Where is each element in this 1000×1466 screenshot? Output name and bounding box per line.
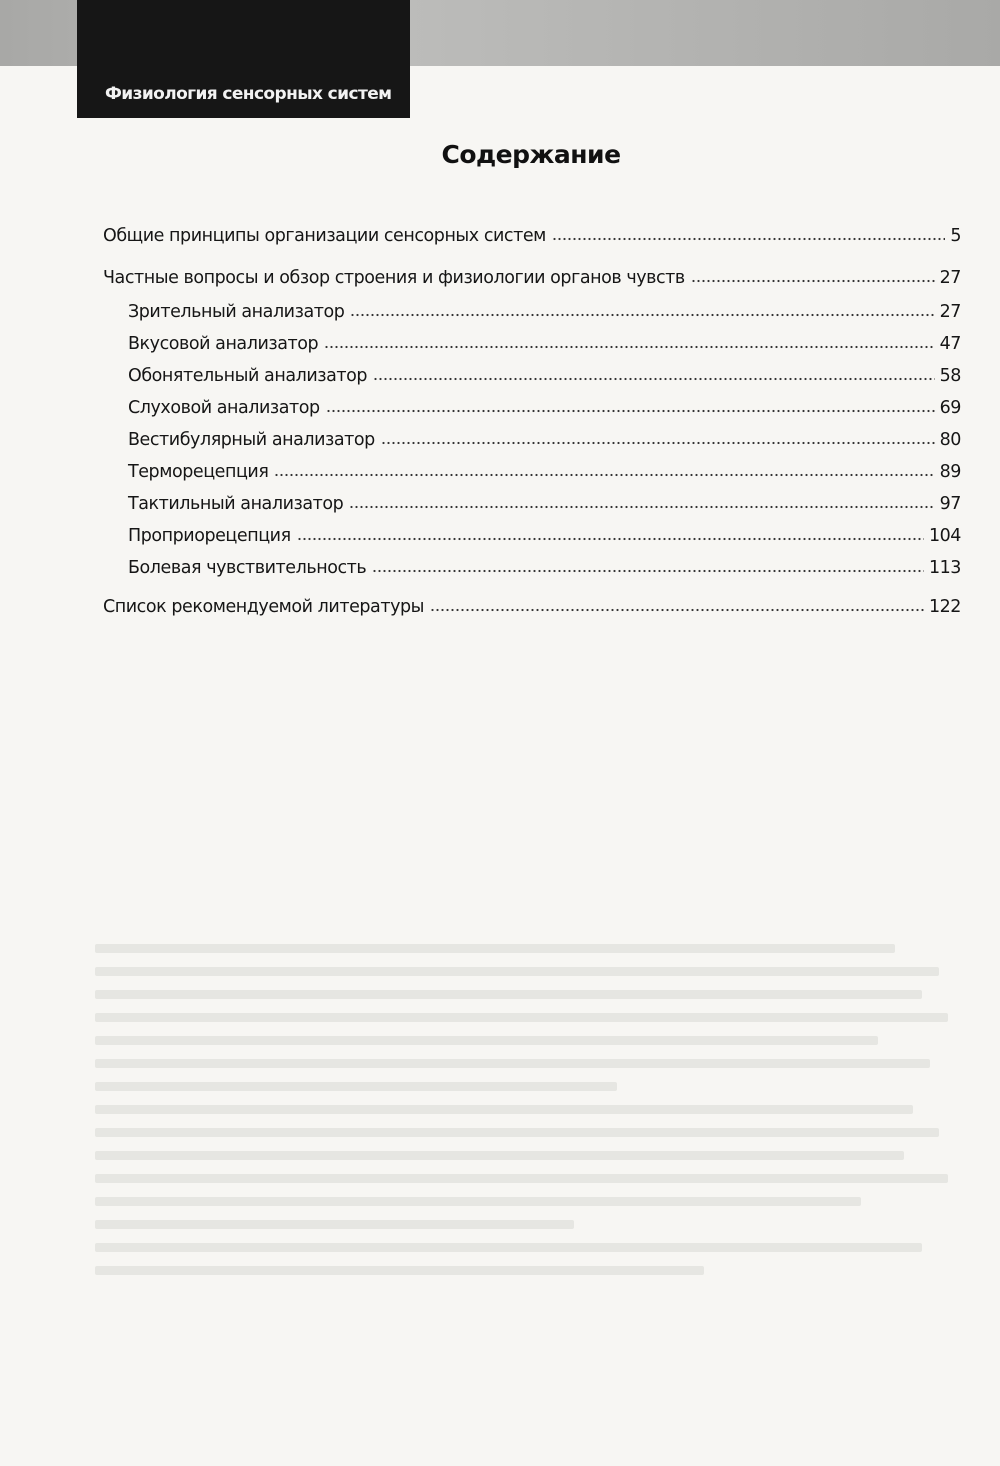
toc-dot-leader <box>349 505 934 509</box>
toc-dot-leader <box>324 345 934 349</box>
toc-dot-leader <box>274 473 934 477</box>
toc-entry <box>128 334 961 354</box>
bleed-through-text <box>95 930 965 1400</box>
toc-entry <box>128 430 961 450</box>
toc-entry <box>128 558 961 578</box>
toc-entry-page-number: 97 <box>939 494 961 514</box>
toc-entry-page-number: 47 <box>939 334 961 354</box>
toc-entry-page-number: 113 <box>928 558 961 578</box>
toc-entry-title: Тактильный анализатор <box>128 494 344 514</box>
toc-dot-leader <box>552 237 945 241</box>
toc-entry-page-number: 58 <box>939 366 961 386</box>
toc-entry-title: Терморецепция <box>128 462 269 482</box>
toc-entry <box>103 226 961 246</box>
toc-entry-title: Вкусовой анализатор <box>128 334 319 354</box>
toc-entry-page-number: 104 <box>928 526 961 546</box>
toc-entry-title: Список рекомендуемой литературы <box>103 597 425 617</box>
toc-entry <box>103 268 961 288</box>
toc-dot-leader <box>373 377 935 381</box>
toc-entry-page-number: 89 <box>939 462 961 482</box>
toc-dot-leader <box>350 313 934 317</box>
toc-entry <box>128 526 961 546</box>
toc-entry-title: Частные вопросы и обзор строения и физиологии органов чувств <box>103 268 685 288</box>
toc-entry <box>128 398 961 418</box>
toc-entry-title: Слуховой анализатор <box>128 398 320 418</box>
toc-entry <box>128 494 961 514</box>
toc-entry-page-number: 27 <box>939 268 961 288</box>
series-title: Физиология сенсорных систем <box>105 84 392 104</box>
toc-dot-leader <box>430 608 924 612</box>
toc-entry <box>128 462 961 482</box>
toc-dot-leader <box>326 409 935 413</box>
toc-entry-title: Вестибулярный анализатор <box>128 430 375 450</box>
toc-entry-title: Общие принципы организации сенсорных систем <box>103 226 546 246</box>
toc-entry-title: Болевая чувствительность <box>128 558 367 578</box>
toc-entry-title: Проприорецепция <box>128 526 291 546</box>
toc-dot-leader <box>297 537 924 541</box>
toc-entry-page-number: 80 <box>939 430 961 450</box>
toc-dot-leader <box>372 569 924 573</box>
toc-entry-page-number: 69 <box>939 398 961 418</box>
toc-entry <box>103 597 961 617</box>
toc-dot-leader <box>691 279 935 283</box>
toc-entry-title: Зрительный анализатор <box>128 302 345 322</box>
toc-dot-leader <box>381 441 935 445</box>
toc-entry-page-number: 27 <box>939 302 961 322</box>
toc-entry <box>128 302 961 322</box>
toc-entry-page-number: 5 <box>950 226 961 246</box>
page-title: Содержание <box>441 140 621 169</box>
toc-entry-title: Обонятельный анализатор <box>128 366 368 386</box>
toc-entry-page-number: 122 <box>928 597 961 617</box>
toc-entry <box>128 366 961 386</box>
